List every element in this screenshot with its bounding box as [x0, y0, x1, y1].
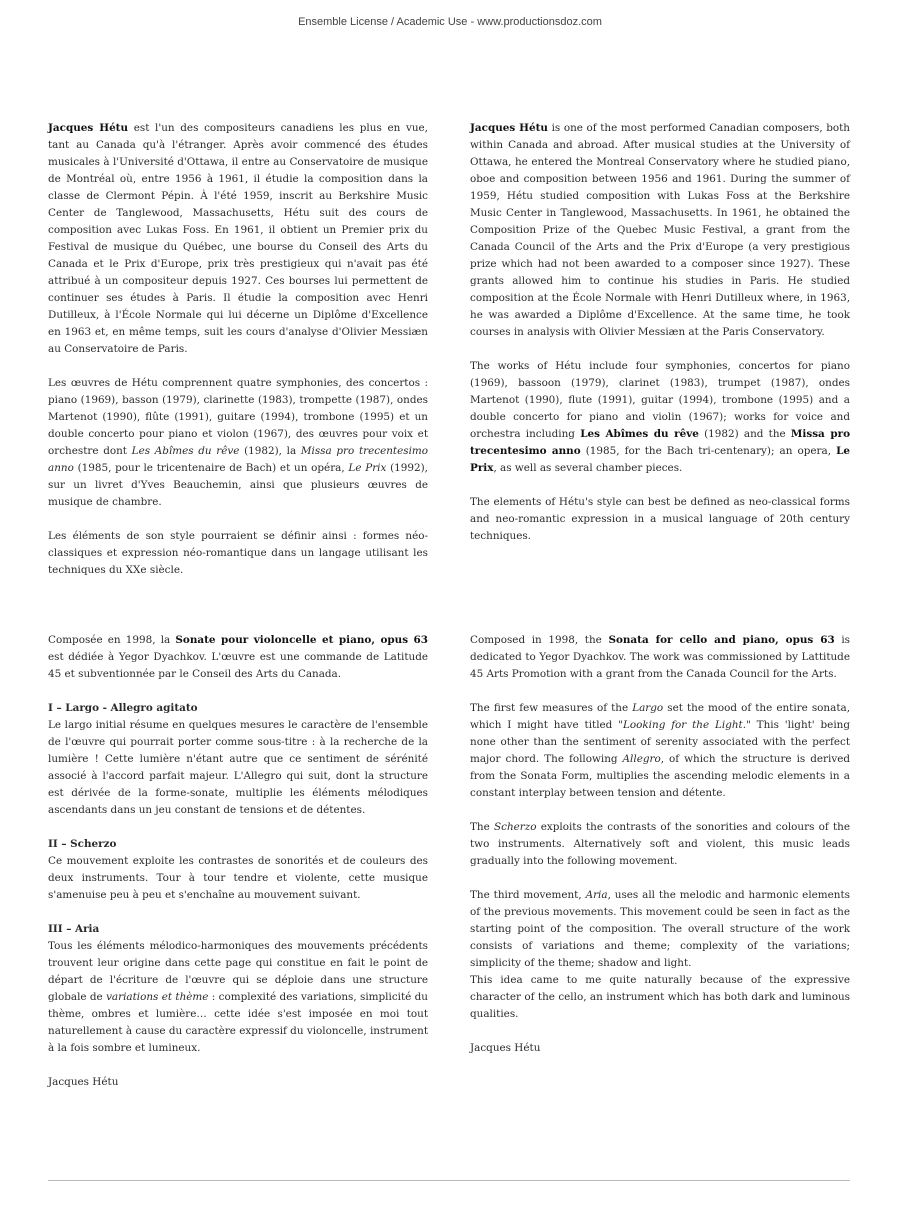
fr-works-paragraph: Les œuvres de Hétu comprennent quatre symphonies, des concertos : piano (1969), basson (1979), clarinette (1983), trompette (1987), ondes Martenot (1990), flûte (1991), guitare (1994), trombone (1995) et un double concerto pour piano et violon (1967), des œuvres pour voix et orchestre dont Les Abîmes du rêve (1982), la Missa pro trecentesimo anno (1985, pour le tricentenaire de Bach) et un opéra, Le Prix (1992), sur un livret d'Yves Beauchemin, ainsi que plusieurs œuvres de musique de chambre. [48, 377, 428, 508]
fr-bio-paragraph: Jacques Hétu est l'un des compositeurs canadiens les plus en vue, tant au Canada qu'à l'étranger. Après avoir commencé des études musicales à l'Université d'Ottawa, il entre au Conservatoire de musique de Montréal où, entre 1956 à 1961, il étudie la composition dans la classe de Clermont Pépin. À l'été 1959, inscrit au Berkshire Music Center de Tanglewood, Massachusetts, Hétu suit des cours de composition avec Lukas Foss. En 1961, il obtient un Premier prix du Festival de musique du Québec, une bourse du Conseil des Arts du Canada et le Prix d'Europe, prix très prestigieux qui n'avait pas été attribué à un compositeur depuis 1927. Ces bourses lui permettent de continuer ses études à Paris. Il étudie la composition avec Henri Dutilleux, à l'École Normale qui lui décerne un Diplôme d'Excellence en 1963 et, en même temps, suit les cours d'analyse d'Olivier Messiæn au Conservatoire de Paris. [48, 122, 428, 355]
en-movement-2-text: The Scherzo exploits the contrasts of the sonorities and colours of the two instruments. Alternatively soft and violent, this music leads gradually into the following movement. [470, 821, 850, 867]
composer-name: Jacques Hétu [48, 122, 129, 134]
english-biography [470, 120, 850, 562]
fr-signature: Jacques Hétu [48, 1076, 119, 1088]
en-style-paragraph: The elements of Hétu's style can best be defined as neo-classical forms and neo-romantic expression in a musical language of 20th century techniques. [470, 496, 850, 542]
movement-2-heading: II – Scherzo [48, 838, 117, 850]
footer-divider [48, 1180, 850, 1181]
en-signature: Jacques Hétu [470, 1042, 541, 1054]
movement-3-heading: III – Aria [48, 923, 100, 935]
fr-style-paragraph: Les éléments de son style pourraient se définir ainsi : formes néo-classiques et expression néo-romantique dans un langage utilisant les techniques du XXe siècle. [48, 530, 428, 576]
en-works-paragraph: The works of Hétu include four symphonies, concertos for piano (1969), bassoon (1979), clarinet (1983), trumpet (1987), ondes Martenot (1990), flute (1991), guitar (1994), trombone (1995) and a double concerto for piano and violin (1967); works for voice and orchestra including Les Abîmes du rêve (1982) and the Missa pro trecentesimo anno (1985, for the Bach tri-centenary); an opera, Le Prix, as well as several chamber pieces. [470, 360, 851, 474]
composer-name: Jacques Hétu [470, 122, 548, 134]
license-header: Ensemble License / Academic Use - www.productionsdoz.com [298, 16, 602, 28]
movement-1-text: Le largo initial résume en quelques mesures le caractère de l'ensemble de l'œuvre qui pourrait porter comme sous-titre : à la recherche de la lumière ! Cette lumière n'étant autre que ce sentiment de sérénité associé à l'accord parfait majeur. L'Allegro qui suit, dont la structure est dérivée de la forme-sonate, multiplie les éléments mélodiques ascendants dans un jeu constant de tensions et de détentes. [48, 719, 428, 816]
movement-3-text: Tous les éléments mélodico-harmoniques des mouvements précédents trouvent leur origine dans cette page qui constitue en fait le point de départ de l'écriture de l'œuvre qui se déploie dans une structure globale de variations et thème : complexité des variations, simplicité du thème, ombres et lumière… cette idée s'est imposée en moi tout naturellement à cause du caractère expressif du violoncelle, instrument à la fois sombre et lumineux. [48, 940, 428, 1054]
en-bio-paragraph: Jacques Hétu is one of the most performed Canadian composers, both within Canada and abroad. After musical studies at the University of Ottawa, he entered the Montreal Conservatory where he studied piano, oboe and composition between 1956 and 1961. During the summer of 1959, Hétu studied composition with Lukas Foss at the Berkshire Music Center in Tanglewood, Massachusetts. In 1961, he obtained the Composition Prize of the Quebec Music Festival, a grant from the Canada Council of the Arts and the Prix d'Europe (a very prestigious prize which had not been awarded to a composer since 1927). These grants allowed him to continue his studies in Paris. He studied composition at the École Normale with Henri Dutilleux where, in 1963, he was awarded a Diplôme d'Excellence. At the same time, he took courses in analysis with Olivier Messiæn at the Paris Conservatory. [470, 122, 850, 338]
en-movement-3-closing: This idea came to me quite naturally because of the expressive character of the cello, an instrument which has both dark and luminous qualities. [470, 974, 850, 1020]
english-program-notes [470, 632, 850, 1074]
french-program-notes [48, 632, 428, 1108]
french-biography [48, 120, 428, 596]
fr-intro-paragraph: Composée en 1998, la Sonate pour violoncelle et piano, opus 63 est dédiée à Yegor Dyachkov. L'œuvre est une commande de Latitude 45 et subventionnée par le Conseil des Arts du Canada. [48, 634, 428, 680]
movement-1-heading: I – Largo - Allegro agitato [48, 702, 198, 714]
en-movement-3-text: The third movement, Aria, uses all the melodic and harmonic elements of the previous movements. This movement could be seen in fact as the starting point of the composition. The overall structure of the work consists of variations and theme; complexity of the variations; simplicity of the theme; shadow and light. [470, 889, 850, 969]
en-intro-paragraph: Composed in 1998, the Sonata for cello and piano, opus 63 is dedicated to Yegor Dyachkov. The work was commissioned by Lattitude 45 Arts Promotion with a grant from the Canada Council for the Arts. [470, 634, 850, 680]
en-movement-1-text: The first few measures of the Largo set the mood of the entire sonata, which I might have titled "Looking for the Light." This 'light' being none other than the sentiment of serenity associated with the perfect major chord. The following Allegro, of which the structure is derived from the Sonata Form, multiplies the ascending melodic elements in a constant interplay between tension and détente. [470, 702, 850, 799]
movement-2-text: Ce mouvement exploite les contrastes de sonorités et de couleurs des deux instruments. Tour à tour tendre et violente, cette musique s'amenuise peu à peu et s'enchaîne au mouvement suivant. [48, 855, 428, 901]
